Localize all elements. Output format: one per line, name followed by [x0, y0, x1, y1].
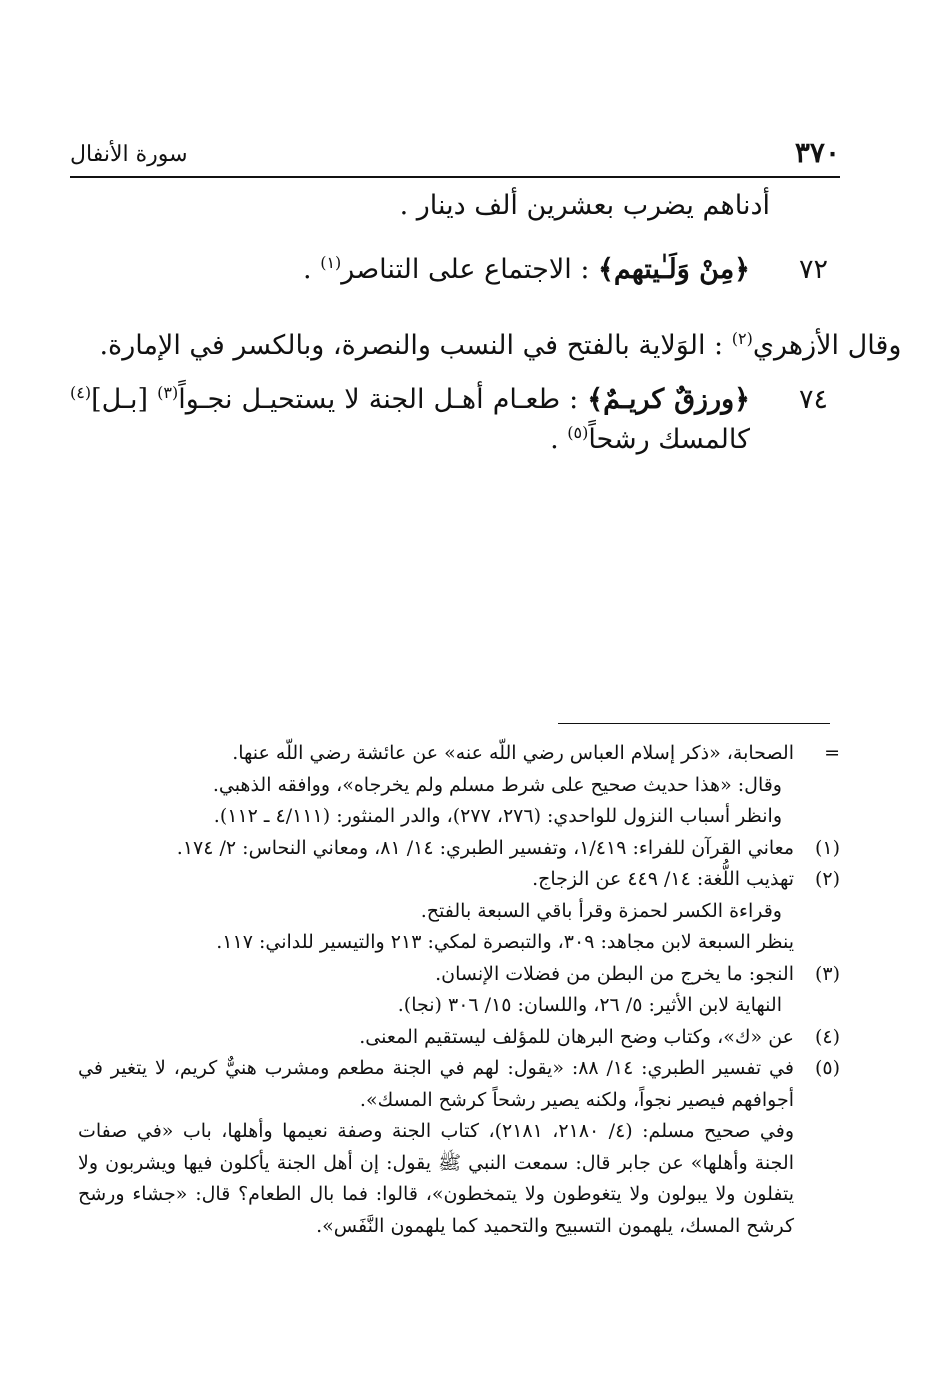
footnote-line: الصحابة، «ذكر إسلام العباس رضي اللّه عنه» عن عائشة رضي اللّه عنها. [232, 742, 794, 764]
footnote-3 [78, 959, 840, 1022]
sentence-end: . [303, 254, 321, 285]
continuation-paragraph [70, 186, 840, 226]
footnote-reference: (١) [320, 253, 342, 272]
footnote-line: ينظر السبعة لابن مجاهد: ٣٠٩، والتبصرة لمكي: ٢١٣ والتيسير للداني: ١١٧. [216, 931, 794, 953]
footnote-separator [558, 723, 830, 724]
verse-number: ٧٢ [798, 254, 828, 285]
footnote-reference: (٣) [157, 383, 179, 402]
quran-phrase: ﴿ورزقٌ كريـمٌ﴾ [587, 384, 750, 415]
footnote-line: وقراءة الكسر لحمزة وقرأ باقي السبعة بالفتح. [420, 899, 782, 922]
azhari-rest: : الوَلاية بالفتح في النسب والنصرة، وبالكسر في الإمارة. [99, 330, 732, 361]
footnote-marker: (٤) [814, 1025, 840, 1048]
main-text [70, 186, 902, 460]
footnote-line: وفي صحيح مسلم: (٤/ ٢١٨٠، ٢١٨١)، كتاب الجنة وصفة نعيمها وأهلها، باب «في صفات الجنة وأهلها» عن جابر قال: سمعت النبي ﷺ يقول: إن أهل الجنة يأكلون فيها ويشربون ولا يتفلون ولا يبولون ولا يتغوطون ولا يتمخطون»، قالوا: فما بال الطعام؟ قال: «جشاء ورشح كرشح المسك، يلهمون التسبيح والتحميد كما يلهمون النَّفَس». [78, 1120, 794, 1237]
continuation-text: أدناهم يضرب بعشرين ألف دينار . [399, 190, 770, 221]
commentary-text-continued: كالمسك رشحاً [588, 424, 750, 455]
footnote-line: النجو: ما يخرج من البطن من فضلات الإنسان. [435, 962, 794, 985]
commentary-text: : الاجتماع على التناصر [341, 254, 590, 285]
footnote-continuation [78, 738, 840, 833]
footnote-marker: (٣) [814, 962, 840, 985]
footnote-marker: (٢) [814, 868, 840, 890]
surah-title: سورة الأنفال [70, 142, 188, 167]
footnote-reference: (٢) [731, 329, 753, 348]
footnote-line: عن «ك»، وكتاب وضح البرهان للمؤلف ليستقيم المعنى. [359, 1025, 794, 1048]
verse-entry-72 [70, 250, 840, 290]
quran-phrase: ﴿مِنْ وَلَـٰيتهم﴾ [598, 254, 750, 285]
footnote-marker: (١) [814, 836, 840, 859]
footnotes [78, 738, 840, 1242]
footnote-2 [78, 864, 840, 959]
verse-number: ٧٤ [798, 384, 828, 415]
commentary-text: : طعـام أهـل الجنة لا يستحيـل نجـواً [178, 384, 579, 415]
footnote-reference: (٥) [567, 423, 589, 442]
footnote-line: النهاية لابن الأثير: ٥/ ٢٦، واللسان: ١٥/ ٣٠٦ (نجا). [397, 994, 782, 1016]
page-header [70, 134, 840, 178]
footnote-4 [78, 1022, 840, 1054]
verse-entry-74 [70, 380, 840, 460]
page-number: ٣٧٠ [794, 136, 840, 169]
footnote-5 [78, 1053, 840, 1242]
footnote-line: تهذيب اللُّغة: ١٤/ ٤٤٩ عن الزجاج. [532, 868, 794, 890]
bracket-insertion: [بـل] [91, 384, 158, 415]
sentence-end: . [550, 424, 568, 455]
footnote-line: وقال: «هذا حديث صحيح على شرط مسلم ولم يخرجاه»، ووافقه الذهبي. [212, 773, 782, 796]
footnote-line: وانظر أسباب النزول للواحدي: (٢٧٦، ٢٧٧)، والدر المنثور: (٤/١١١ ـ ١١٢). [213, 805, 782, 827]
footnote-marker: (٥) [814, 1057, 840, 1079]
footnote-line: في تفسير الطبري: ١٤/ ٨٨: «يقول: لهم في الجنة مطعم ومشرب هنيٌّ كريم، لا يتغير في أجوافهم فيصير نجواً، ولكنه يصير رشحاً كرشح المسك». [78, 1057, 794, 1111]
continuation-marker: = [824, 742, 840, 764]
footnote-line: معاني القرآن للفراء: ١/٤١٩، وتفسير الطبري: ١٤/ ٨١، ومعاني النحاس: ٢/ ١٧٤. [176, 836, 794, 859]
footnote-reference: (٤) [70, 383, 92, 402]
azhari-text: وقال الأزهري [752, 330, 902, 361]
azhari-note-paragraph [70, 326, 902, 366]
footnote-1 [78, 833, 840, 865]
